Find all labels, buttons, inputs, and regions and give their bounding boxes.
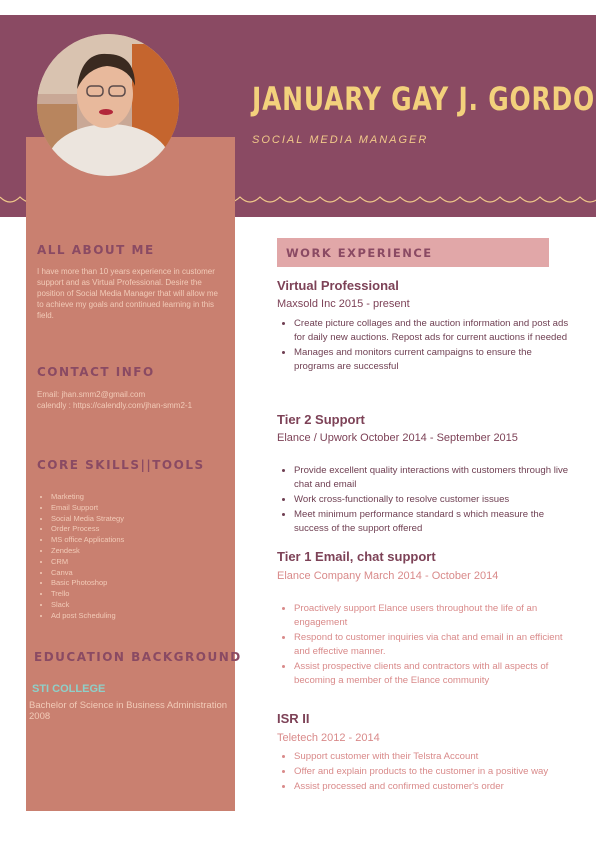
job-bullet: • Work cross-functionally to resolve customer issues — [294, 493, 572, 507]
job-bullet: • Proactively support Elance users throughout the life of an engagement — [294, 602, 572, 630]
job-bullet: • Support customer with their Telstra Account — [294, 750, 572, 764]
job-bullet: • Meet minimum performance standard s which measure the success of the support offered — [294, 508, 572, 536]
skill-item: • Canva — [51, 568, 124, 579]
job-title: Virtual Professional — [277, 278, 399, 293]
profile-photo — [37, 34, 179, 176]
candidate-role: SOCIAL MEDIA MANAGER — [252, 134, 429, 146]
job-company: Maxsold Inc 2015 - present — [277, 298, 410, 310]
skill-item: • Email Support — [51, 503, 124, 514]
job-title: Tier 1 Email, chat support — [277, 549, 436, 564]
skill-item: • Slack — [51, 600, 124, 611]
work-experience-title: WORK EXPERIENCE — [286, 246, 433, 260]
job-title: Tier 2 Support — [277, 412, 365, 427]
skill-item: • Order Process — [51, 524, 124, 535]
job-bullet: • Assist prospective clients and contractors with all aspects of becoming a member of the Elance community — [294, 660, 572, 688]
contact-email: Email: jhan.smm2@gmail.com — [37, 390, 146, 399]
job-bullet: • Manages and monitors current campaigns to ensure the programs are successful — [294, 346, 572, 374]
skill-item: • Zendesk — [51, 546, 124, 557]
skill-item: • CRM — [51, 557, 124, 568]
about-title: ALL ABOUT ME — [37, 243, 155, 257]
about-text: I have more than 10 years experience in customer support and as Virtual Professional. Desire the position of Social Media Manager that will allow me to achieve my goals and continued learning in this field. — [37, 267, 218, 320]
skill-item: • Ad post Scheduling — [51, 611, 124, 622]
job-bullet: • Provide excellent quality interactions with customers through live chat and email — [294, 464, 572, 492]
skill-item: • Basic Photoshop — [51, 578, 124, 589]
skill-item: • MS office Applications — [51, 535, 124, 546]
skills-title: CORE SKILLS||TOOLS — [37, 458, 205, 472]
job-title: ISR II — [277, 711, 310, 726]
job-bullets — [277, 602, 572, 689]
job-bullet: • Offer and explain products to the customer in a positive way — [294, 765, 572, 779]
candidate-name: JANUARY GAY J. GORDO — [252, 80, 596, 118]
contact-calendly: calendly : https://calendly.com/jhan-smm2-1 — [37, 401, 193, 410]
skill-item: • Trello — [51, 589, 124, 600]
skills-list — [37, 492, 124, 622]
education-school: STI COLLEGE — [32, 683, 106, 695]
education-degree: Bachelor of Science in Business Administration 2008 — [29, 700, 228, 722]
job-company: Elance Company March 2014 - October 2014 — [277, 570, 499, 582]
skill-item: • Marketing — [51, 492, 124, 503]
job-bullets — [277, 464, 572, 537]
work-experience-header — [277, 238, 549, 267]
contact-title: CONTACT INFO — [37, 365, 155, 379]
job-bullet: • Respond to customer inquiries via chat and email in an efficient and effective manner. — [294, 631, 572, 659]
job-company: Elance / Upwork October 2014 - September 2015 — [277, 432, 518, 444]
job-company: Teletech 2012 - 2014 — [277, 732, 380, 744]
job-bullets — [277, 750, 572, 795]
job-bullet: • Assist processed and confirmed customer's order — [294, 780, 572, 794]
job-bullets — [277, 317, 572, 375]
job-bullet: • Create picture collages and the auction information and post ads for daily new auctions. Repost ads for current auctions if needed — [294, 317, 572, 345]
education-title: EDUCATION BACKGROUND — [34, 650, 242, 664]
skill-item: • Social Media Strategy — [51, 514, 124, 525]
